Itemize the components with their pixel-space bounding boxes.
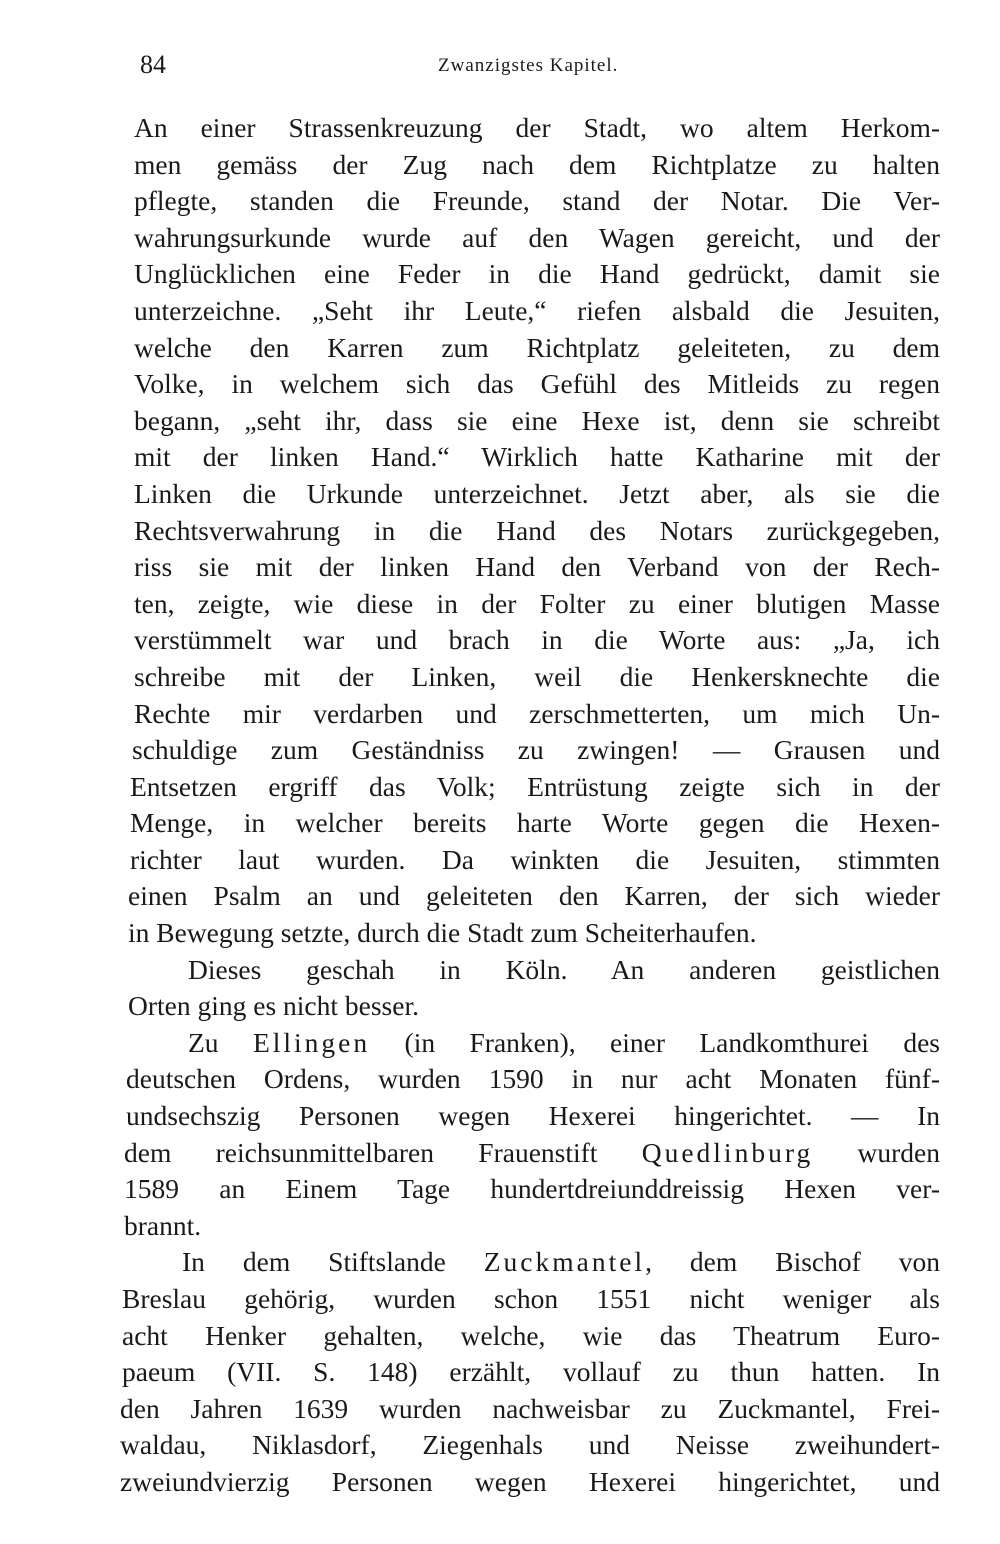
text-line: [120, 1025, 940, 1062]
text-line: Rechtsverwahrung in die Hand des Notars zurückgegeben,: [134, 514, 940, 546]
text-line: Entsetzen ergriff das Volk; Entrüstung zeigte sich in der: [130, 770, 940, 802]
page-number: 84: [140, 50, 166, 79]
text-line: unterzeichne. „Seht ihr Leute,“ riefen alsbald die Jesuiten,: [134, 294, 940, 326]
text-line: pflegte, standen die Freunde, stand der Notar. Die Ver-: [134, 185, 940, 217]
page-header: [140, 50, 940, 90]
text-line: [120, 1244, 940, 1281]
text-segment: dem reichsunmittelbaren Frauenstift: [124, 1136, 642, 1168]
text-line: deutschen Ordens, wurden 1590 in nur acht Monaten fünf-: [126, 1063, 940, 1095]
text-line: undsechszig Personen wegen Hexerei hingerichtet. — In: [126, 1100, 940, 1132]
text-line: schreibe mit der Linken, weil die Henkersknechte die: [134, 660, 940, 692]
text-line: 1589 an Einem Tage hundertdreiunddreissig Hexen ver-: [124, 1173, 940, 1205]
text-line: acht Henker gehalten, welche, wie das Theatrum Euro-: [122, 1319, 940, 1351]
paragraph: [120, 952, 940, 1025]
spaced-name: Quedlinburg: [641, 1136, 814, 1168]
text-line: Dieses geschah in Köln. An anderen geistlichen: [188, 953, 940, 985]
text-line: ten, zeigte, wie diese in der Folter zu einer blutigen Masse: [134, 587, 940, 619]
text-line: begann, „seht ihr, dass sie eine Hexe ist, denn sie schreibt: [134, 404, 940, 436]
spaced-name: Zuckmantel: [483, 1246, 646, 1278]
text-line: paeum (VII. S. 148) erzählt, vollauf zu thun hatten. In: [122, 1356, 940, 1388]
text-segment: wurden: [813, 1136, 940, 1168]
text-line: in Bewegung setzte, durch die Stadt zum Scheiterhaufen.: [128, 917, 757, 949]
text-segment: (in Franken), einer Landkomthurei des: [370, 1026, 940, 1058]
paragraph: [120, 1025, 940, 1245]
text-line: waldau, Niklasdorf, Ziegenhals und Neisse zweihundert-: [120, 1429, 940, 1461]
text-line: wahrungsurkunde wurde auf den Wagen gereicht, und der: [134, 221, 940, 253]
text-segment: , dem Bischof von: [645, 1246, 940, 1278]
spaced-name: Ellingen: [252, 1026, 371, 1058]
running-title: Zwanzigstes Kapitel.: [438, 55, 619, 76]
text-line: verstümmelt war und brach in die Worte aus: „Ja, ich: [134, 624, 940, 656]
text-line: Orten ging es nicht besser.: [128, 990, 419, 1022]
text-line: zweiundvierzig Personen wegen Hexerei hingerichtet, und: [120, 1465, 940, 1497]
text-line: [120, 1135, 940, 1172]
paragraph: [120, 110, 940, 952]
text-line: den Jahren 1639 wurden nachweisbar zu Zuckmantel, Frei-: [120, 1392, 940, 1424]
text-line: einen Psalm an und geleiteten den Karren, der sich wieder: [128, 880, 940, 912]
text-line: mit der linken Hand.“ Wirklich hatte Katharine mit der: [134, 441, 940, 473]
text-line: welche den Karren zum Richtplatz geleiteten, zu dem: [134, 331, 940, 363]
text-line: Volke, in welchem sich das Gefühl des Mitleids zu regen: [134, 368, 940, 400]
text-line: Linken die Urkunde unterzeichnet. Jetzt aber, als sie die: [134, 477, 940, 509]
text-line: richter laut wurden. Da winkten die Jesuiten, stimmten: [130, 843, 940, 875]
text-line: Breslau gehörig, wurden schon 1551 nicht weniger als: [122, 1283, 940, 1314]
text-segment: In dem Stiftslande: [182, 1246, 484, 1278]
text-line: riss sie mit der linken Hand den Verband von der Rech-: [134, 551, 940, 583]
text-segment: Zu: [188, 1026, 253, 1058]
text-line: Unglücklichen eine Feder in die Hand gedrückt, damit sie: [134, 258, 940, 290]
text-line: Menge, in welcher bereits harte Worte gegen die Hexen-: [130, 807, 940, 839]
text-line: men gemäss der Zug nach dem Richtplatze zu halten: [134, 148, 940, 180]
text-line: Rechte mir verdarben und zerschmetterten, um mich Un-: [134, 697, 940, 729]
text-line: schuldige zum Geständniss zu zwingen! — Grausen und: [132, 734, 940, 766]
paragraph: [120, 1244, 940, 1500]
body-text: [120, 110, 940, 1501]
text-line: brannt.: [124, 1209, 202, 1241]
text-line: An einer Strassenkreuzung der Stadt, wo altem Herkom-: [134, 112, 940, 143]
